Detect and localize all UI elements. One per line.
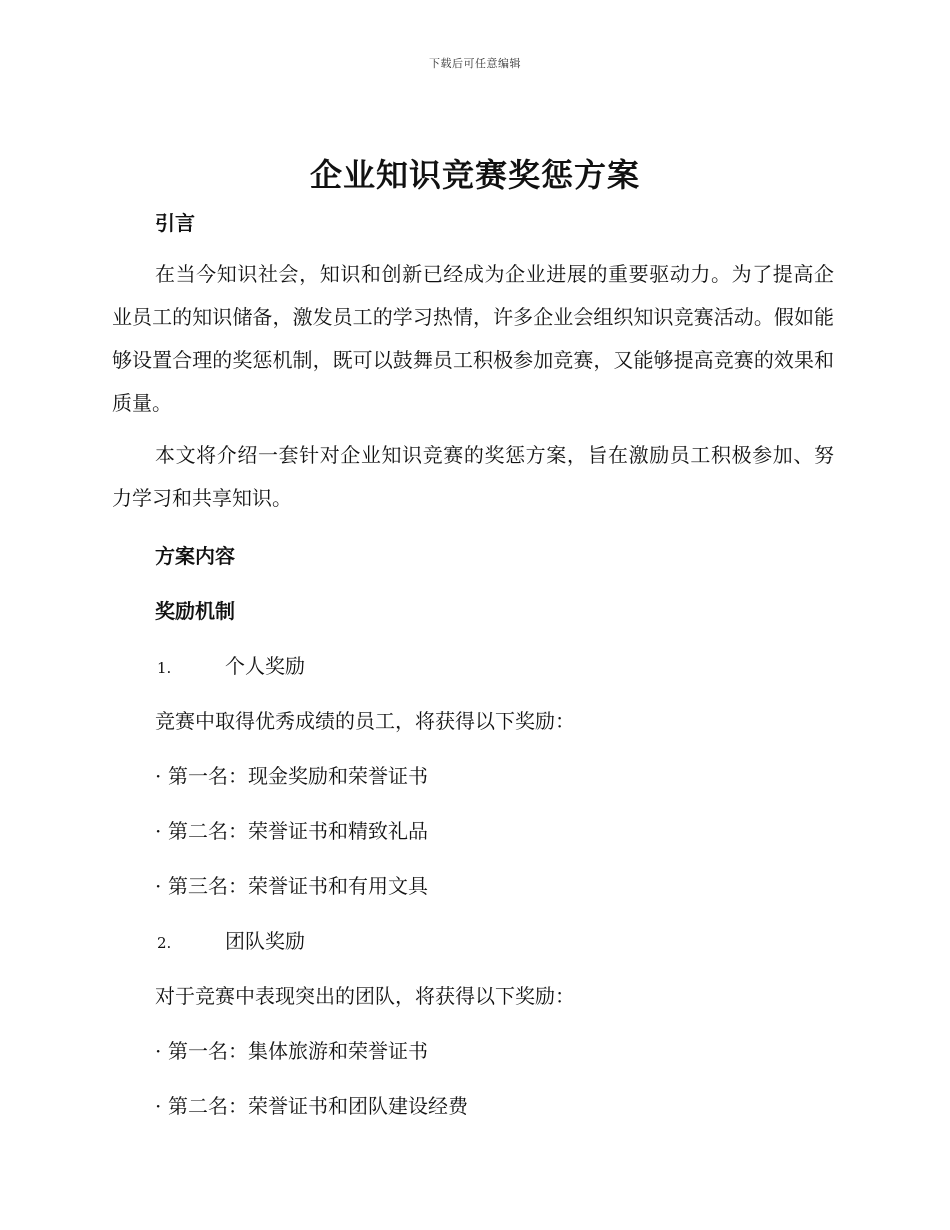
list-item: [155, 870, 428, 899]
document-title: 企业知识竞赛奖惩方案: [309, 156, 640, 194]
bullet-icon: ·: [155, 764, 162, 788]
list-item: [155, 760, 428, 789]
list-item: [155, 815, 428, 844]
bullet-icon: ·: [155, 819, 162, 843]
section-2-heading: [157, 925, 305, 954]
list-item-text: 第三名：荣誉证书和有用文具: [168, 874, 428, 898]
reward-subheading: 奖励机制: [155, 599, 235, 623]
section-title: 团队奖励: [225, 929, 305, 953]
list-item: [155, 1090, 468, 1119]
section-2-lead: 对于竞赛中表现突出的团队，将获得以下奖励：: [155, 984, 575, 1008]
intro-heading: 引言: [155, 211, 195, 235]
section-number: 2.: [157, 934, 172, 952]
list-item-text: 第一名：现金奖励和荣誉证书: [168, 764, 428, 788]
section-title: 个人奖励: [225, 654, 305, 678]
list-item-text: 第一名：集体旅游和荣誉证书: [168, 1039, 428, 1063]
header-note: 下载后可任意编辑: [429, 57, 521, 70]
intro-paragraph-2: 本文将介绍一套针对企业知识竞赛的奖惩方案，旨在激励员工积极参加、努力学习和共享知识。: [112, 443, 834, 510]
list-item-text: 第二名：荣誉证书和团队建设经费: [168, 1094, 468, 1118]
bullet-icon: ·: [155, 1094, 162, 1118]
section-1-lead: 竞赛中取得优秀成绩的员工，将获得以下奖励：: [155, 709, 575, 733]
section-1-heading: [157, 650, 305, 679]
list-item: [155, 1035, 428, 1064]
plan-heading: 方案内容: [155, 544, 235, 568]
bullet-icon: ·: [155, 1039, 162, 1063]
bullet-icon: ·: [155, 874, 162, 898]
section-number: 1.: [157, 659, 172, 677]
list-item-text: 第二名：荣誉证书和精致礼品: [168, 819, 428, 843]
intro-paragraph-1: 在当今知识社会，知识和创新已经成为企业进展的重要驱动力。为了提高企业员工的知识储备，激发员工的学习热情，许多企业会组织知识竞赛活动。假如能够设置合理的奖惩机制，既可以鼓舞员工积极参加竞赛，又能够提高竞赛的效果和质量。: [112, 262, 834, 415]
